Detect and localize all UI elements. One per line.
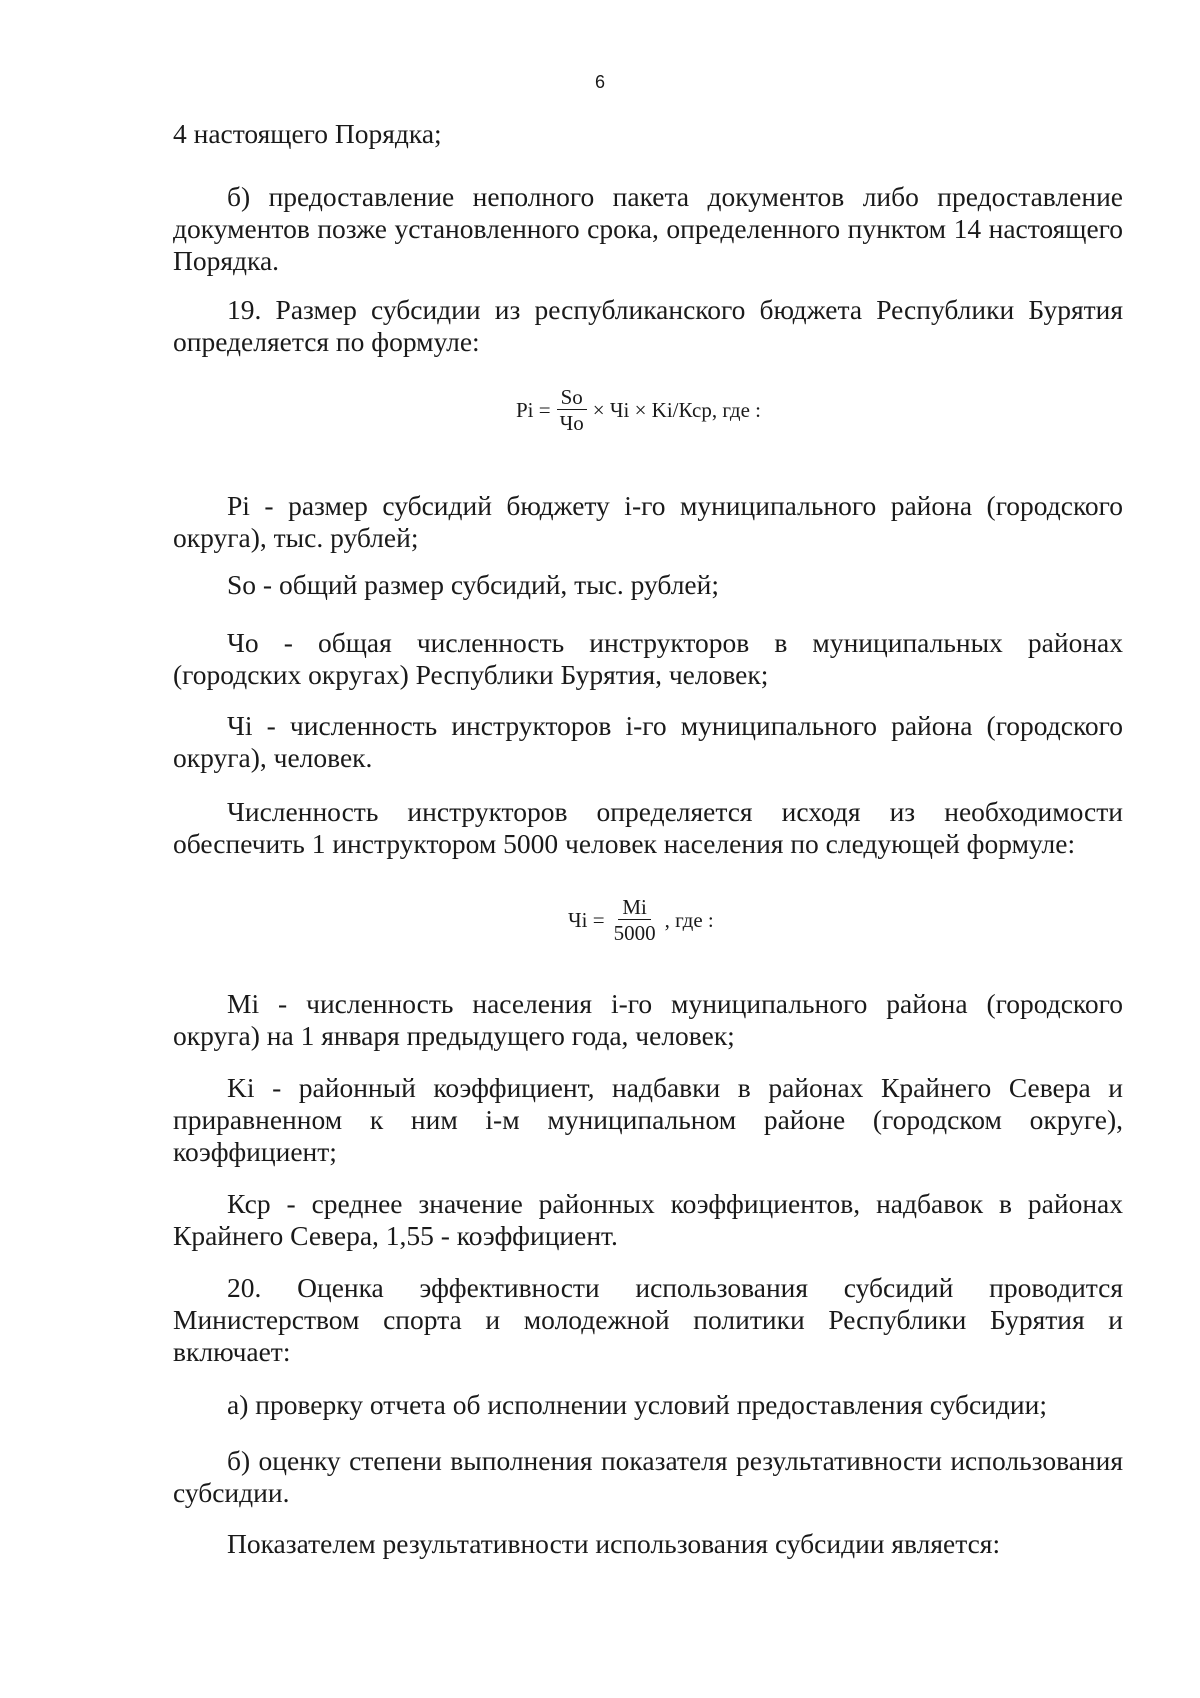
paragraph-instructor-count-rule: Численность инструкторов определяется исходя из необходимости обеспечить 1 инструктором 5000 человек населения по следующей формуле: (173, 796, 1123, 859)
formula-numerator: Mi (618, 896, 651, 920)
formula-fraction (610, 896, 660, 944)
formula-rhs: × Чi × Ki/Кср, где : (592, 397, 761, 422)
paragraph-item-20-effectiveness: 20. Оценка эффективности использования субсидий проводится Министерством спорта и молодежной политики Республики Бурятия и включает: (173, 1272, 1123, 1367)
definition-chi: Чi - численность инструкторов i-го муниципального района (городского округа), человек. (173, 710, 1123, 773)
definition-ksr: Кср - среднее значение районных коэффициентов, надбавок в районах Крайнего Севера, 1,55 - коэффициент. (173, 1188, 1123, 1251)
formula-fraction (556, 386, 588, 434)
page-number: 6 (594, 72, 605, 92)
definition-cho: Чо - общая численность инструкторов в муниципальных районах (городских округах) Республики Бурятия, человек; (173, 627, 1123, 690)
paragraph-item-a-report-check: а) проверку отчета об исполнении условий предоставления субсидии; (227, 1389, 1047, 1420)
formula-numerator: So (557, 386, 587, 410)
paragraph-order-item-4-end: 4 настоящего Порядка; (173, 118, 442, 149)
formula-rhs: , где : (664, 907, 714, 932)
formula-lhs: Чi = (568, 907, 605, 932)
definition-mi: Mi - численность населения i-го муниципального района (городского округа) на 1 января предыдущего года, человек; (173, 988, 1123, 1051)
paragraph-item-b-indicator-assessment: б) оценку степени выполнения показателя результативности использования субсидии. (173, 1445, 1123, 1508)
paragraph-item-19-subsidy-size: 19. Размер субсидии из республиканского бюджета Республики Бурятия определяется по формуле: (173, 294, 1123, 357)
definition-pi: Pi - размер субсидий бюджету i-го муниципального района (городского округа), тыс. рублей; (173, 490, 1123, 553)
formula-denominator: 5000 (613, 921, 656, 945)
definition-so: So - общий размер субсидий, тыс. рублей; (227, 569, 719, 600)
instructor-count-formula (566, 896, 716, 944)
subsidy-formula (514, 386, 763, 434)
definition-ki: Ki - районный коэффициент, надбавки в районах Крайнего Севера и приравненном к ним i-м муниципальном районе (городском округе), коэффициент; (173, 1072, 1123, 1167)
formula-denominator: Чо (559, 411, 584, 435)
formula-lhs: Pi = (516, 397, 551, 422)
paragraph-item-b-incomplete-documents: б) предоставление неполного пакета документов либо предоставление документов позже установленного срока, определенного пунктом 14 настоящего Порядка. (173, 181, 1123, 276)
paragraph-performance-indicator: Показателем результативности использования субсидии является: (227, 1528, 1001, 1559)
